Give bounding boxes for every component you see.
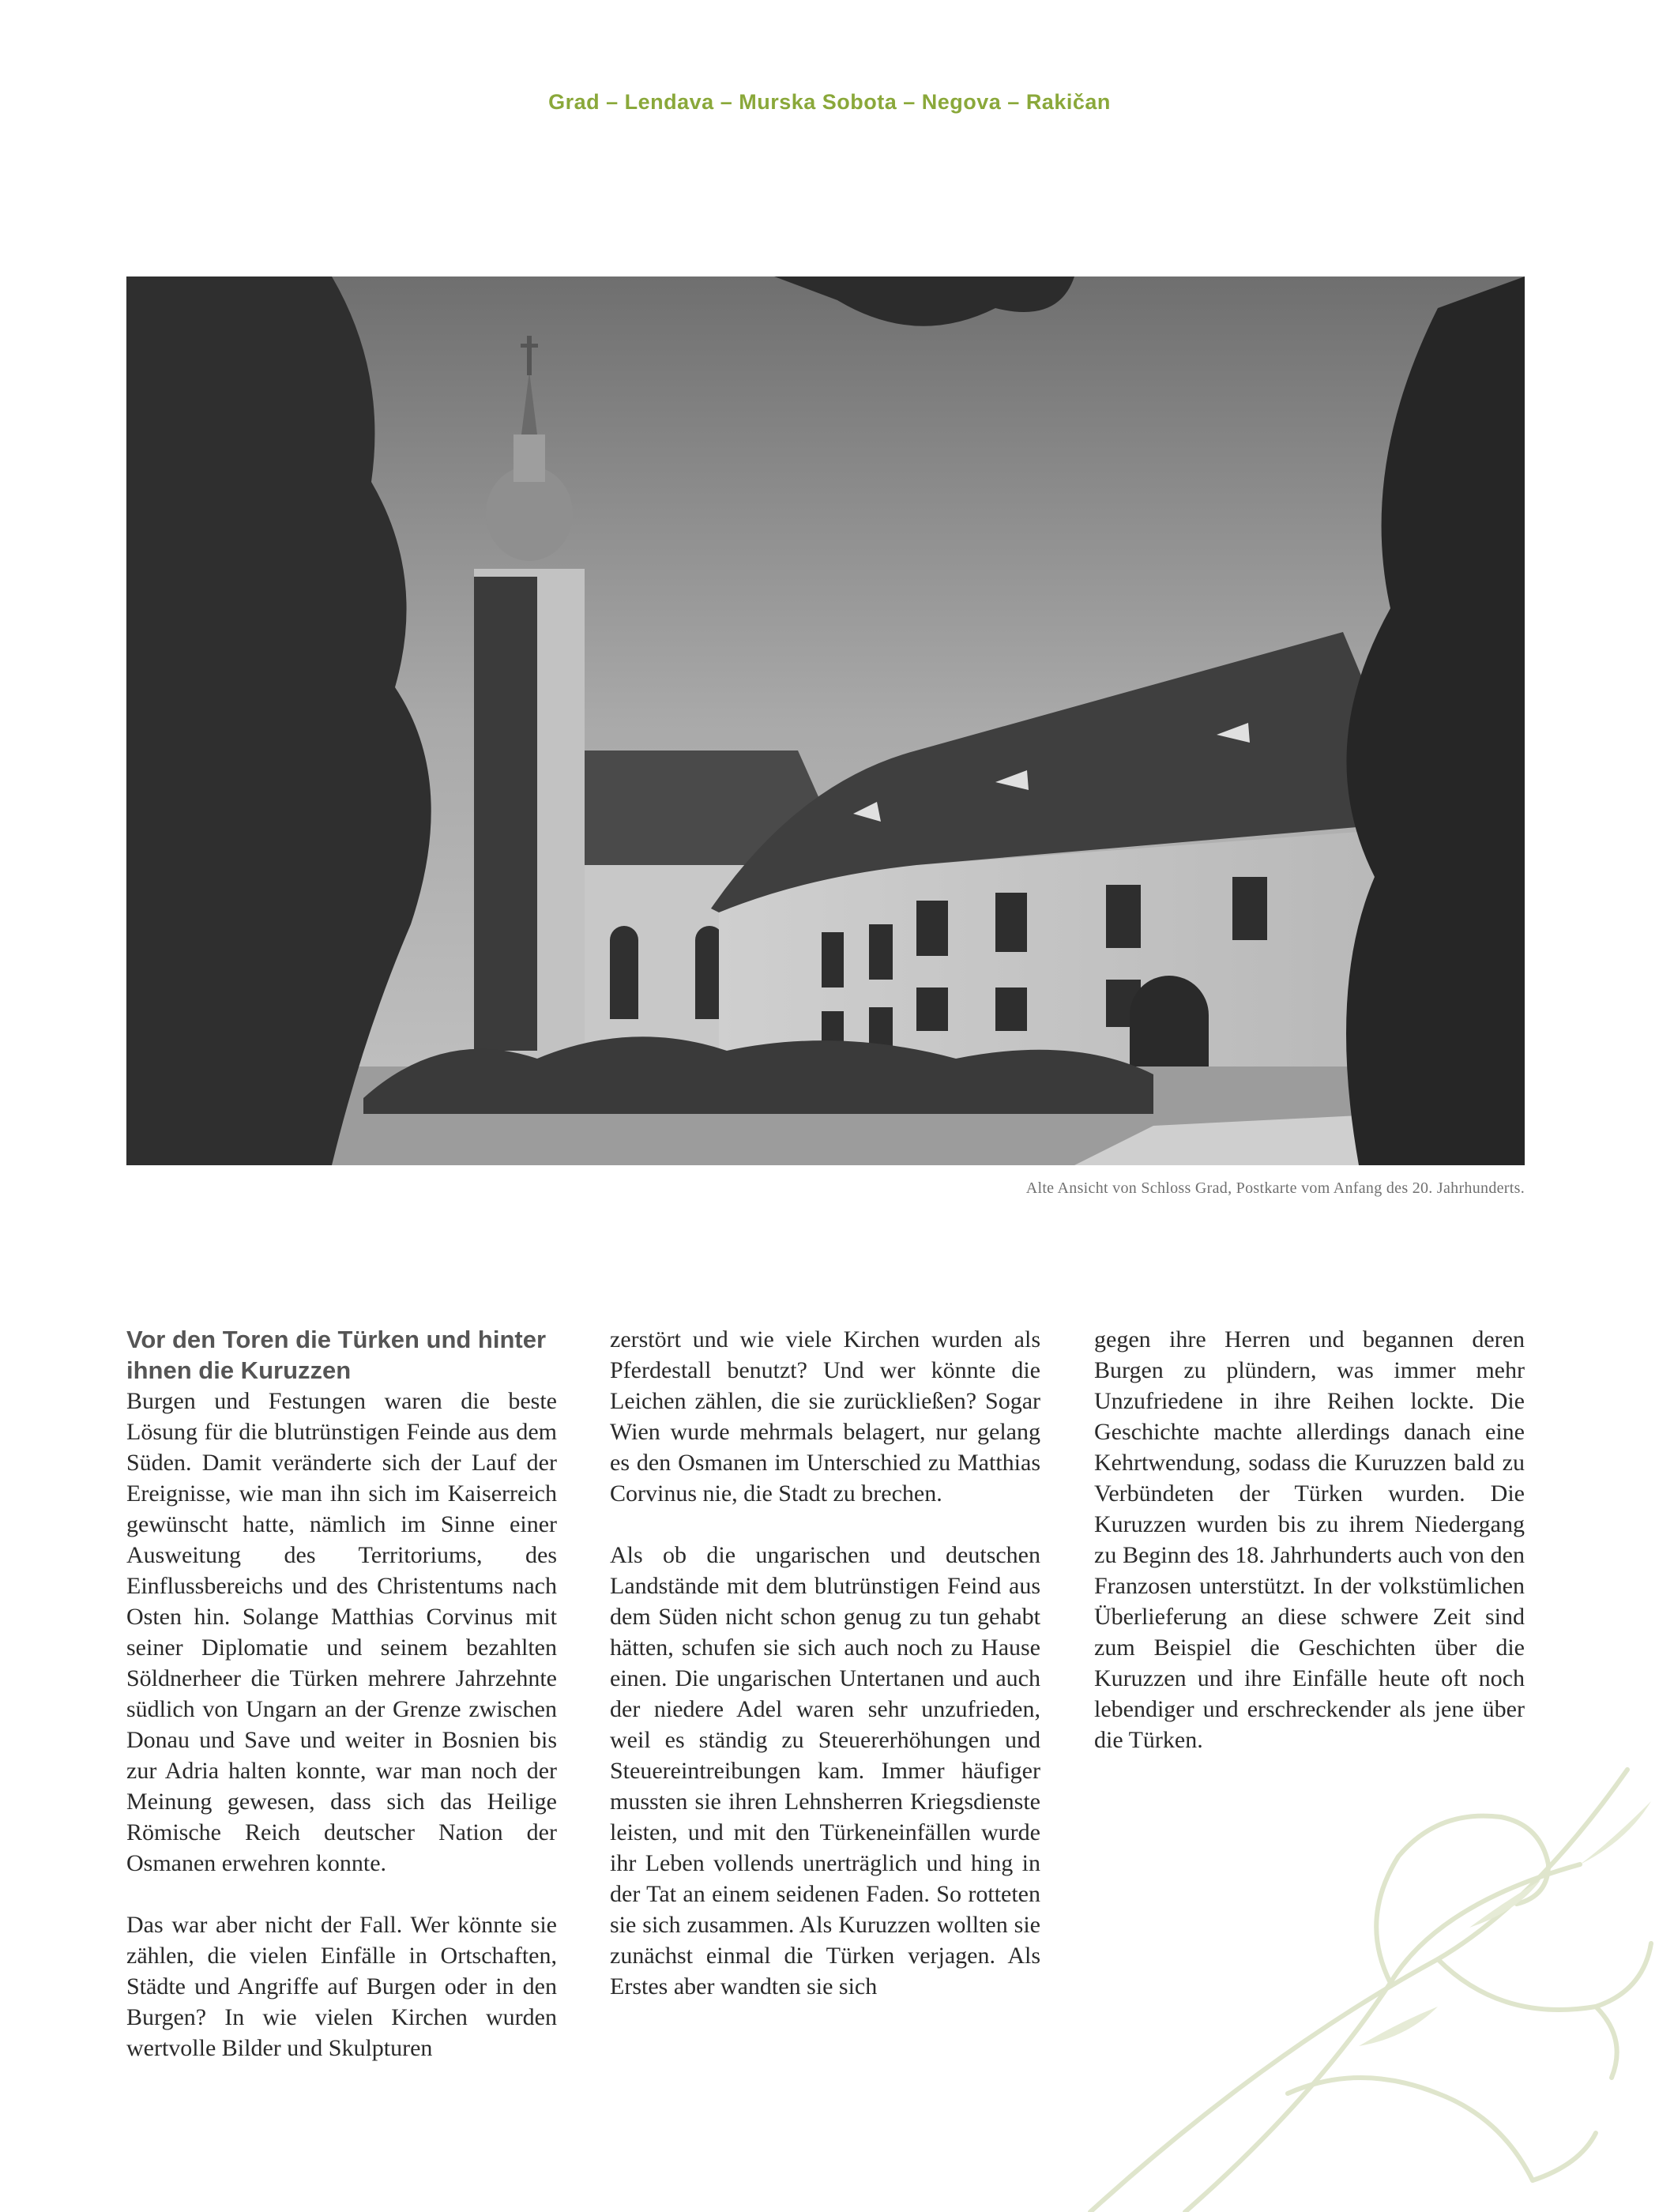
- tower-cross: [521, 344, 538, 348]
- text-column-2: [610, 1324, 1040, 2002]
- tower-cross: [527, 336, 532, 375]
- castle-gate: [1130, 976, 1209, 1066]
- section-heading: Vor den Toren die Türken und hinter ihnen die Kuruzzen: [126, 1326, 547, 1384]
- church-window: [610, 926, 638, 1019]
- floral-ornament: [1027, 1722, 1659, 2212]
- castle-illustration: [126, 276, 1525, 1165]
- photo-caption: Alte Ansicht von Schloss Grad, Postkarte vom Anfang des 20. Jahrhunderts.: [1025, 1179, 1525, 1197]
- tower-ivy: [474, 577, 537, 1051]
- castle-postcard-photo: [126, 276, 1525, 1165]
- text-column-3: [1094, 1324, 1525, 1755]
- paragraph: Als ob die ungarischen und deutschen Landstände mit dem blutrünstigen Feind aus dem Süden nicht schon genug zu tun gehabt hätten, schufen sie sich auch noch zu Hause einen. Die ungarischen Untertanen und auch der niedere Adel waren sehr unzufrieden, weil es ständig zu Steuererhöhungen und Steuereintreibungen kam. Immer häufiger mussten sie ihren Lehnsherren Kriegsdienste leisten, und mit den Türkeneinfällen wurde ihr Leben vollends unerträglich und hing in der Tat an einem seidenen Faden. So rotteten sie sich zusammen. Als Kuruzzen wollten sie zunächst einmal die Türken verjagen. Als Erstes aber wandten sie sich: [610, 1542, 1040, 1999]
- paragraph: zerstört und wie viele Kirchen wurden als Pferdestall benutzt? Und wer könnte die Leichen zählen, die sie zurückließen? Sogar Wien wurde mehrmals belagert, nur gelang es den Osmanen im Unterschied zu Matthias Corvinus nie, die Stadt zu brechen.: [610, 1326, 1040, 1507]
- paragraph: gegen ihre Herren und begannen deren Burgen zu plündern, was immer mehr Unzufriedene in ihre Reihen lockte. Die Geschichte machte allerdings danach eine Kehrtwendung, sodass die Kuruzzen bald zu Verbündeten der Türken wurden. Die Kuruzzen wurden bis zu ihrem Niedergang zu Beginn des 18. Jahrhunderts auch von den Franzosen unterstützt. In der volkstümlichen Überlieferung an diese schwere Zeit sind zum Beispiel die Geschichten über die Kuruzzen und ihre Einfälle heute oft noch lebendiger und erschreckender als jene über die Türken.: [1094, 1326, 1525, 1753]
- paragraph: Das war aber nicht der Fall. Wer könnte sie zählen, die vielen Einfälle in Ortschaften, Städte und Angriffe auf Burgen oder in den Burgen? In wie vielen Kirchen wurden wertvolle Bilder und Skulpturen: [126, 1912, 557, 2061]
- text-column-1: [126, 1324, 557, 2063]
- paragraph: Burgen und Festungen waren die beste Lösung für die blutrünstigen Feinde aus dem Süden. Damit veränderte sich der Lauf der Ereignisse, wie man ihn sich im Kaiserreich gewünscht hatte, nämlich im Sinne einer Ausweitung des Territoriums, des Einflussbereichs und des Christentums nach Osten hin. Solange Matthias Corvinus mit seiner Diplomatie und seinem bezahlten Söldnerheer die Türken mehrere Jahrzehnte südlich von Ungarn an der Grenze zwischen Donau und Save und weiter in Bosnien bis zur Adria halten konnte, war man noch der Meinung gewesen, dass sich das Heilige Römische Reich deutscher Nation der Osmanen erwehren konnte.: [126, 1388, 557, 1876]
- tower-lantern: [514, 434, 545, 482]
- running-title: Grad – Lendava – Murska Sobota – Negova – Rakičan: [548, 90, 1111, 114]
